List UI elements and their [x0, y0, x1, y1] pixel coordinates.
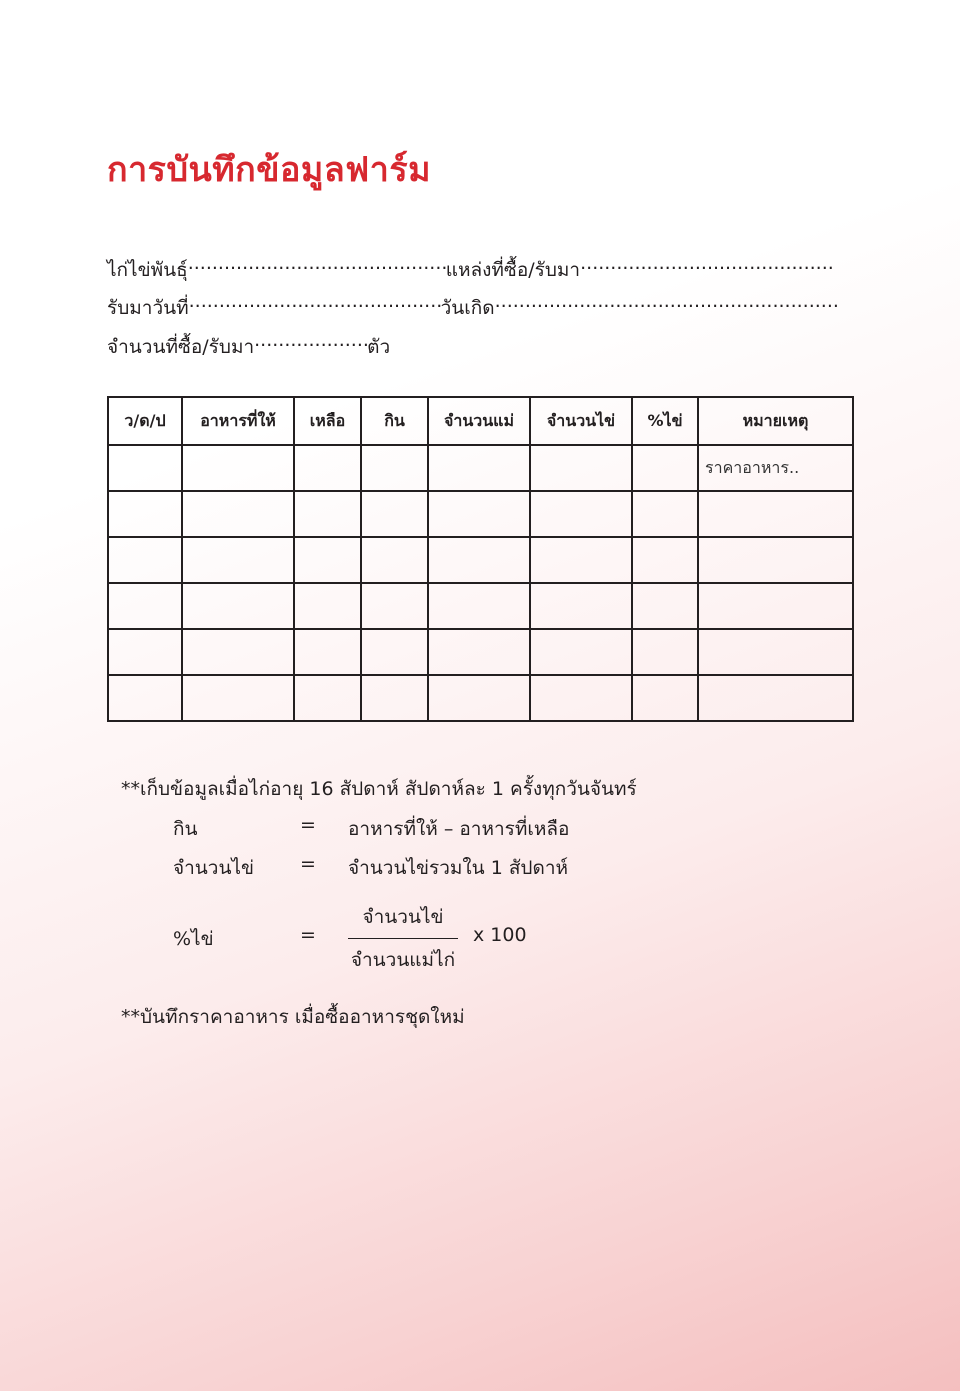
- table-row: [108, 675, 853, 721]
- table-cell[interactable]: [361, 445, 428, 491]
- table-header-row: [108, 397, 853, 445]
- header-hen-count: จำนวนแม่: [428, 397, 530, 445]
- table-cell[interactable]: [530, 629, 632, 675]
- table-cell[interactable]: [294, 491, 361, 537]
- table-cell[interactable]: [632, 629, 698, 675]
- header-feed-eaten: กิน: [361, 397, 428, 445]
- table-cell[interactable]: [530, 675, 632, 721]
- quantity-label: จำนวนที่ซื้อ/รับมา: [107, 336, 255, 358]
- price-note: **บันทึกราคาอาหาร เมื่อซื้ออาหารชุดใหม่: [121, 1006, 465, 1028]
- table-cell[interactable]: [294, 445, 361, 491]
- info-line-dates: [107, 288, 839, 321]
- table-cell[interactable]: [108, 445, 182, 491]
- table-cell[interactable]: [108, 629, 182, 675]
- formula-eat-label: กิน: [173, 818, 198, 840]
- formula-multiplier: x 100: [473, 924, 527, 946]
- table-cell[interactable]: [294, 537, 361, 583]
- table-row: [108, 583, 853, 629]
- table-cell[interactable]: [182, 445, 294, 491]
- table-cell[interactable]: [632, 491, 698, 537]
- table-cell[interactable]: [428, 629, 530, 675]
- table-cell[interactable]: [361, 675, 428, 721]
- table-cell[interactable]: [530, 445, 632, 491]
- table-cell[interactable]: [108, 675, 182, 721]
- equals-sign: =: [300, 814, 316, 836]
- table-row: [108, 491, 853, 537]
- table-cell[interactable]: [428, 445, 530, 491]
- table-row: [108, 629, 853, 675]
- formula-percent-label: %ไข่: [173, 928, 214, 950]
- info-line-quantity: [107, 327, 390, 360]
- table-cell[interactable]: [182, 629, 294, 675]
- table-cell[interactable]: [632, 675, 698, 721]
- table-cell[interactable]: [530, 537, 632, 583]
- table-cell[interactable]: [428, 537, 530, 583]
- table-cell[interactable]: [530, 491, 632, 537]
- table-cell[interactable]: [632, 583, 698, 629]
- quantity-unit: ตัว: [367, 336, 391, 358]
- info-line-breed: [107, 250, 832, 283]
- table-row: [108, 445, 853, 491]
- formula-eggs-label: จำนวนไข่: [173, 857, 254, 879]
- table-cell[interactable]: [108, 491, 182, 537]
- table-row: [108, 537, 853, 583]
- source-blank[interactable]: [580, 250, 832, 276]
- header-feed-left: เหลือ: [294, 397, 361, 445]
- fraction-denominator: จำนวนแม่ไก่: [350, 949, 456, 971]
- formula-eggs-expression: จำนวนไข่รวมใน 1 สัปดาห์: [348, 857, 569, 879]
- table-cell[interactable]: [361, 537, 428, 583]
- header-feed-given: อาหารที่ให้: [182, 397, 294, 445]
- record-table: [107, 396, 854, 722]
- header-egg-percent: %ไข่: [632, 397, 698, 445]
- fraction-bar: [348, 938, 458, 939]
- table-cell[interactable]: [182, 675, 294, 721]
- table-cell[interactable]: [294, 675, 361, 721]
- equals-sign: =: [300, 853, 316, 875]
- table-cell[interactable]: [428, 675, 530, 721]
- table-cell[interactable]: [698, 537, 853, 583]
- birth-date-blank[interactable]: [495, 288, 839, 314]
- table-cell[interactable]: [182, 491, 294, 537]
- table-cell[interactable]: [428, 491, 530, 537]
- table-cell[interactable]: [182, 583, 294, 629]
- table-cell[interactable]: [361, 629, 428, 675]
- collection-note: **เก็บข้อมูลเมื่อไก่อายุ 16 สัปดาห์ สัปดาห์ละ 1 ครั้งทุกวันจันทร์: [121, 778, 637, 800]
- table-cell[interactable]: [361, 491, 428, 537]
- header-remarks: หมายเหตุ: [698, 397, 853, 445]
- table-cell[interactable]: [428, 583, 530, 629]
- table-cell[interactable]: [698, 491, 853, 537]
- table-cell[interactable]: [294, 629, 361, 675]
- table-cell[interactable]: [698, 675, 853, 721]
- formula-eat-expression: อาหารที่ให้ – อาหารที่เหลือ: [348, 818, 570, 840]
- table-cell[interactable]: [632, 445, 698, 491]
- table-cell[interactable]: [530, 583, 632, 629]
- percent-fraction: [348, 902, 458, 975]
- header-date: ว/ด/ป: [108, 397, 182, 445]
- equals-sign: =: [300, 924, 316, 946]
- table-cell[interactable]: [182, 537, 294, 583]
- breed-blank[interactable]: [188, 250, 446, 276]
- received-date-label: รับมาวันที่: [107, 297, 189, 319]
- header-egg-count: จำนวนไข่: [530, 397, 632, 445]
- table-cell[interactable]: [108, 537, 182, 583]
- breed-label: ไก่ไข่พันธุ์: [107, 259, 188, 281]
- quantity-blank[interactable]: [254, 327, 367, 353]
- table-cell[interactable]: [698, 583, 853, 629]
- source-label: แหล่งที่ซื้อ/รับมา: [445, 259, 581, 281]
- table-cell[interactable]: [294, 583, 361, 629]
- remarks-cell-feed-price[interactable]: ราคาอาหาร..: [698, 445, 853, 491]
- birth-date-label: วันเกิด: [440, 297, 495, 319]
- page-title: การบันทึกข้อมูลฟาร์ม: [107, 150, 432, 190]
- table-cell[interactable]: [108, 583, 182, 629]
- table-cell[interactable]: [698, 629, 853, 675]
- table-cell[interactable]: [632, 537, 698, 583]
- table-cell[interactable]: [361, 583, 428, 629]
- received-date-blank[interactable]: [189, 288, 441, 314]
- fraction-numerator: จำนวนไข่: [362, 906, 444, 928]
